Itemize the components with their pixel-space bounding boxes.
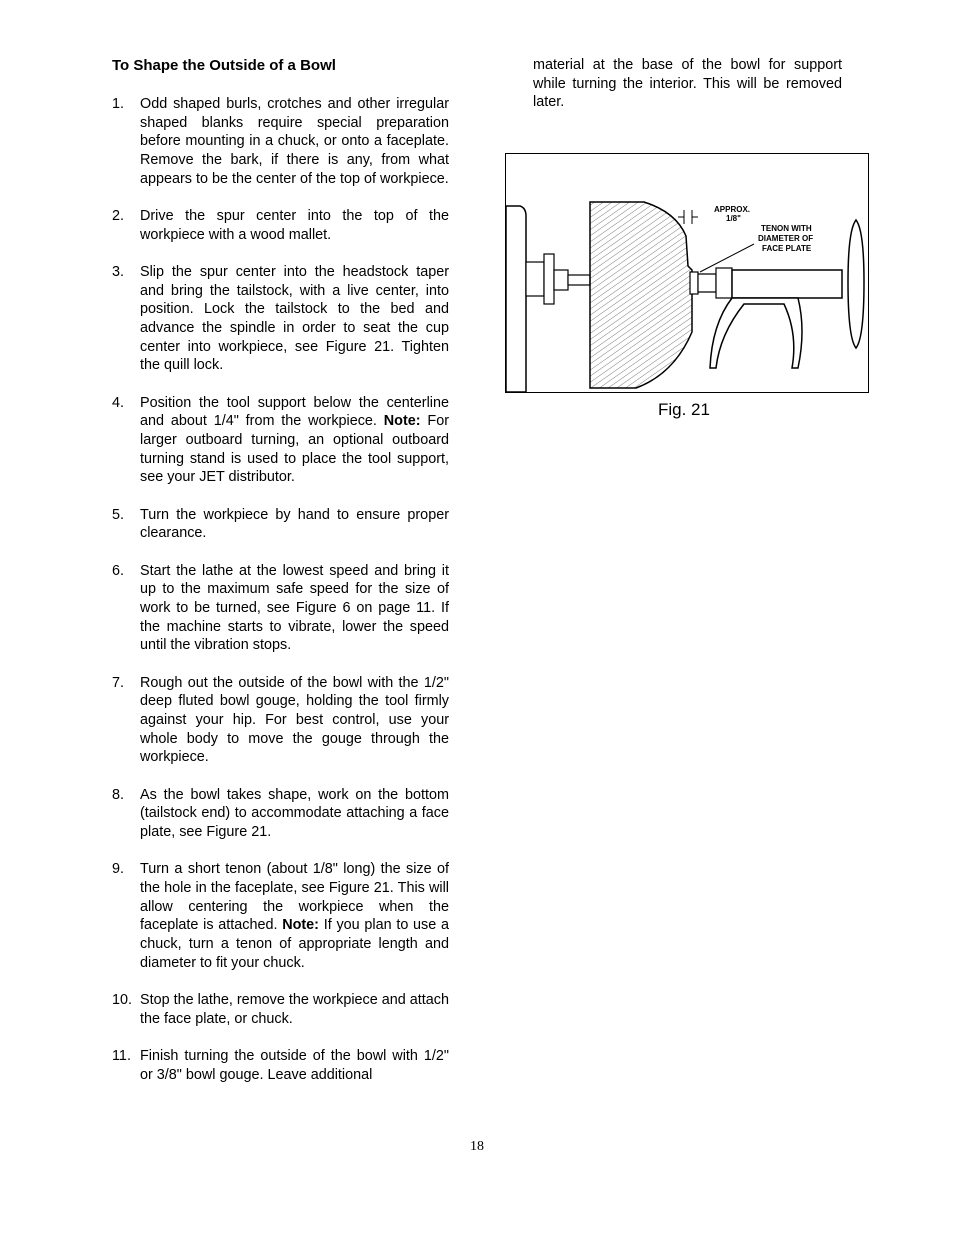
spindle-collar xyxy=(544,254,554,304)
step-item xyxy=(112,860,449,972)
step-number: 1. xyxy=(112,96,125,112)
left-column xyxy=(112,56,449,1103)
label-tenon-1: TENON WITH xyxy=(761,224,812,233)
step-text: Rough out the outside of the bowl with the 1/2" deep fluted bowl gouge, holding the tool firmly against your hip. For best control, use your whole body to move the gouge through the workpiece. xyxy=(140,674,449,766)
step-text: Slip the spur center into the headstock taper and bring the tailstock, with a live center, into position. Lock the tailstock to the bed and advance the spindle in order to seat the cup center into workpiece, see Figure 21. Tighten the quill lock. xyxy=(140,263,449,374)
tailstock-quill xyxy=(716,268,732,298)
handwheel xyxy=(848,220,864,348)
step-item xyxy=(112,562,449,656)
step-note-label: Note: xyxy=(383,413,421,430)
label-approx: APPROX. xyxy=(714,205,751,214)
headstock-body xyxy=(506,206,526,392)
step-item xyxy=(112,95,449,189)
step-number: 6. xyxy=(112,562,125,579)
lathe-illustration xyxy=(506,154,868,392)
step-text: Stop the lathe, remove the workpiece and attach the face plate, or chuck. xyxy=(140,991,449,1027)
step-number: 2. xyxy=(112,208,125,225)
live-center xyxy=(698,274,716,292)
label-tenon-2: DIAMETER OF xyxy=(758,234,814,243)
page-number: 18 xyxy=(470,1139,484,1154)
label-tenon-3: FACE PLATE xyxy=(762,244,812,253)
step-item xyxy=(112,263,449,375)
step-text: Finish turning the outside of the bowl with 1/2" or 3/8" bowl gouge. Leave additional xyxy=(140,1047,449,1083)
step-text: Odd shaped burls, crotches and other irregular shaped blanks require special preparation before mounting in a chuck, or onto a faceplate. Remove the bark, if there is any, from what appears to be the center of the top of workpiece. xyxy=(140,96,449,187)
label-dimension: 1/8" xyxy=(726,214,741,223)
lathe-figure xyxy=(505,153,869,393)
step-text: Turn a short tenon (about 1/8" long) the size of the hole in the faceplate, see Figure 21. This will allow centering the workpiece when the faceplate is attached. xyxy=(140,861,449,934)
tenon xyxy=(690,272,698,294)
step-item xyxy=(112,394,449,488)
steps-list xyxy=(112,95,449,1084)
section-heading: To Shape the Outside of a Bowl xyxy=(112,57,336,74)
step-item xyxy=(112,506,449,543)
step-number: 10. xyxy=(112,991,133,1008)
spindle-nose xyxy=(554,270,568,290)
step-text: Drive the spur center into the top of the workpiece with a wood mallet. xyxy=(140,208,449,243)
spindle-flange xyxy=(526,262,544,296)
step-continuation-text: material at the base of the bowl for support while turning the interior. This will be removed later. xyxy=(533,57,842,111)
bowl-workpiece xyxy=(590,202,692,388)
step-text: Start the lathe at the lowest speed and bring it up to the maximum safe speed for the size of work to be turned, see Figure 6 on page 11. If the machine starts to vibrate, lower the speed until the vibration stops. xyxy=(140,562,449,654)
step-number: 4. xyxy=(112,394,125,411)
step-item xyxy=(112,674,449,768)
step-number: 11. xyxy=(112,1047,131,1064)
tailstock-base xyxy=(710,298,802,368)
step-item xyxy=(112,1047,449,1084)
figure-caption: Fig. 21 xyxy=(658,400,710,419)
step-number: 7. xyxy=(112,674,125,691)
step-number: 8. xyxy=(112,786,125,803)
spur-center xyxy=(568,275,590,285)
right-column xyxy=(533,56,842,112)
step-number: 5. xyxy=(112,506,125,523)
step-note-label: Note: xyxy=(282,917,319,934)
step-text: Turn the workpiece by hand to ensure proper clearance. xyxy=(140,506,449,542)
step-text: For larger outboard turning, an optional outboard turning stand is used to place the tool support, see your JET distributor. xyxy=(140,413,449,486)
step-item xyxy=(112,786,449,842)
step-text: Position the tool support below the centerline and about 1/4" from the workpiece. xyxy=(140,394,449,430)
step-number: 9. xyxy=(112,861,125,878)
step-number: 3. xyxy=(112,263,125,280)
step-text: If you plan to use a chuck, turn a tenon of appropriate length and diameter to fit your chuck. xyxy=(140,917,449,971)
step-text: As the bowl takes shape, work on the bottom (tailstock end) to accommodate attaching a face plate, see Figure 21. xyxy=(140,786,449,840)
tailstock-ram xyxy=(732,270,842,298)
step-item xyxy=(112,991,449,1028)
step-item xyxy=(112,207,449,244)
